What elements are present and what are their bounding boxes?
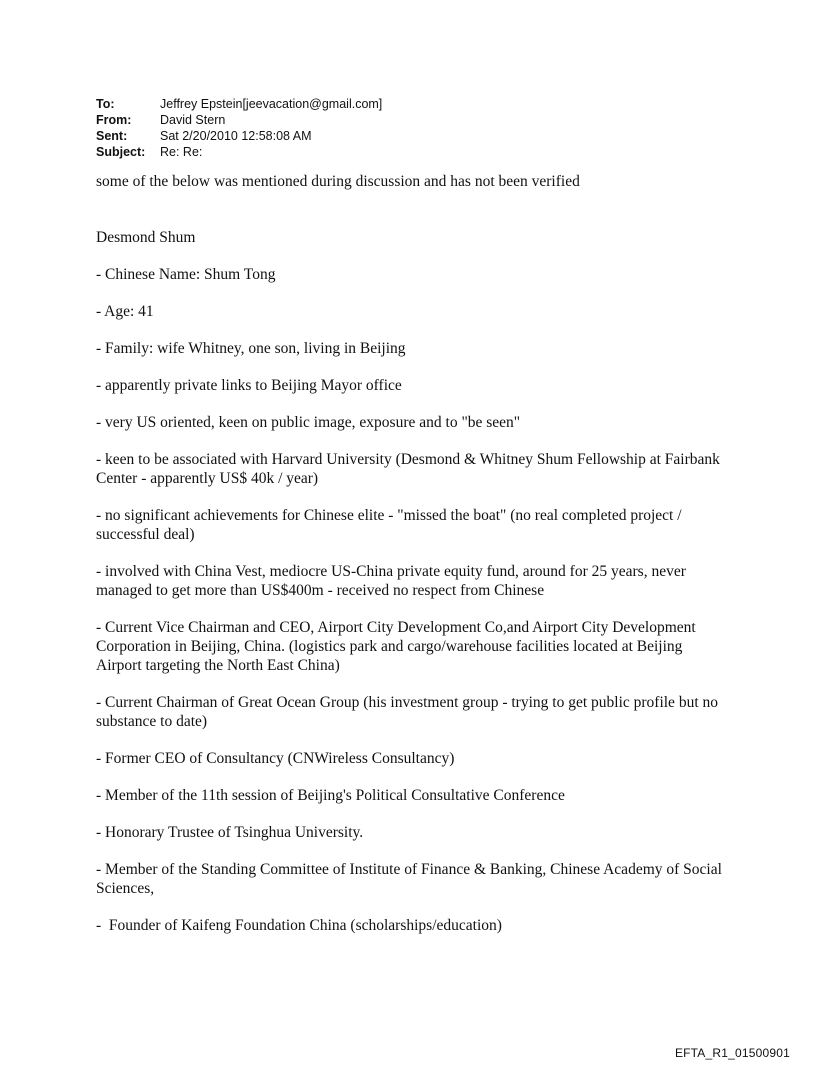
body-paragraph: - apparently private links to Beijing Mayor office [96, 377, 402, 394]
from-row [96, 112, 382, 128]
body-paragraph: - Honorary Trustee of Tsinghua University. [96, 824, 364, 841]
body-paragraph: - very US oriented, keen on public image, exposure and to "be seen" [96, 414, 521, 431]
body-paragraph: - Current Vice Chairman and CEO, Airport City Development Co,and Airport City Development Corporation in Beijing, China. (logistics park and cargo/warehouse facilities located at Beijing Airport targeting the North East China) [96, 619, 700, 674]
body-paragraph: - Family: wife Whitney, one son, living in Beijing [96, 340, 406, 357]
email-body [96, 172, 726, 953]
body-paragraph: - involved with China Vest, mediocre US-China private equity fund, around for 25 years, never managed to get more than US$400m - received no respect from Chinese [96, 563, 690, 599]
sent-value: Sat 2/20/2010 12:58:08 AM [160, 129, 312, 143]
from-value: David Stern [160, 113, 226, 127]
person-name: Desmond Shum [96, 229, 196, 246]
sent-row [96, 128, 382, 144]
from-label: From: [96, 113, 132, 127]
email-header [96, 96, 382, 160]
body-paragraph: - Current Chairman of Great Ocean Group (his investment group - trying to get public profile but no substance to date) [96, 694, 722, 730]
subject-value: Re: Re: [160, 145, 203, 159]
intro-line: some of the below was mentioned during discussion and has not been verified [96, 173, 580, 190]
subject-row [96, 144, 382, 160]
body-paragraph: - Chinese Name: Shum Tong [96, 266, 276, 283]
document-id: EFTA_R1_01500901 [674, 1046, 790, 1060]
body-paragraph: - no significant achievements for Chinese elite - "missed the boat" (no real completed project / successful deal) [96, 507, 686, 543]
body-paragraph: - Former CEO of Consultancy (CNWireless Consultancy) [96, 750, 455, 767]
body-paragraph: - keen to be associated with Harvard University (Desmond & Whitney Shum Fellowship at Fairbank Center - apparently US$ 40k / year) [96, 451, 724, 487]
body-paragraph: - Founder of Kaifeng Foundation China (scholarships/education) [96, 917, 502, 934]
body-paragraph: - Age: 41 [96, 303, 154, 320]
subject-label: Subject: [96, 145, 146, 159]
sent-label: Sent: [96, 129, 128, 143]
body-paragraph: - Member of the Standing Committee of Institute of Finance & Banking, Chinese Academy of Social Sciences, [96, 861, 726, 897]
to-value: Jeffrey Epstein[jeevacation@gmail.com] [160, 97, 383, 111]
to-row [96, 96, 382, 112]
body-paragraph: - Member of the 11th session of Beijing's Political Consultative Conference [96, 787, 565, 804]
to-label: To: [96, 97, 115, 111]
